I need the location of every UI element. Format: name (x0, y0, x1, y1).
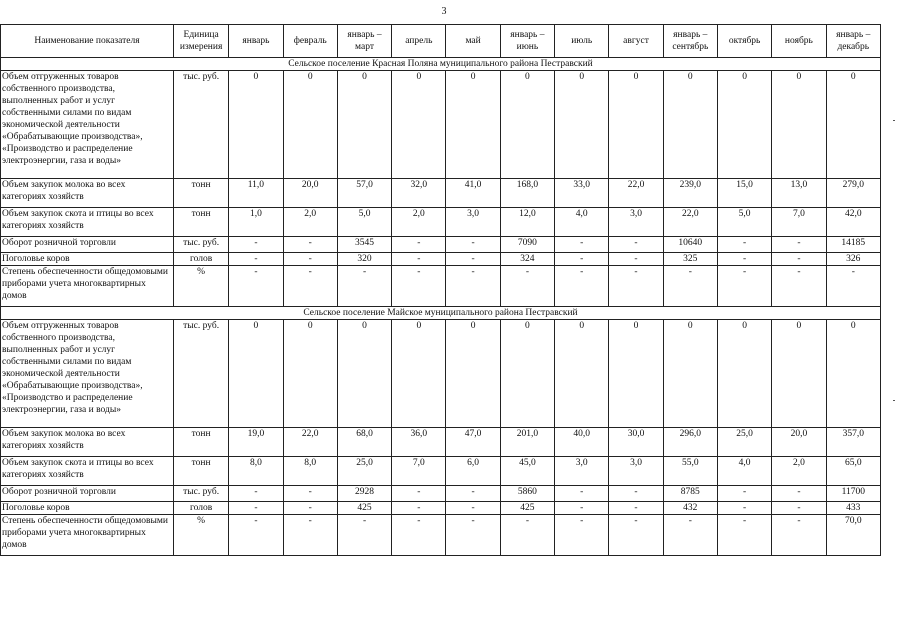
indicator-name: Объем закупок скота и птицы во всех категориях хозяйств (1, 208, 174, 237)
value-cell: - (663, 515, 717, 556)
value-cell: 5,0 (717, 208, 771, 237)
table-row (1, 71, 881, 179)
value-cell: 3,0 (446, 208, 500, 237)
value-cell: 41,0 (446, 179, 500, 208)
value-cell: 22,0 (283, 428, 337, 457)
unit-cell: тонн (173, 179, 228, 208)
indicator-name: Степень обеспеченности общедомовыми приборами учета многоквартирных домов (1, 266, 174, 307)
value-cell: - (337, 515, 391, 556)
value-cell: 3,0 (609, 457, 663, 486)
value-cell: 201,0 (500, 428, 554, 457)
section-title: Сельское поселение Красная Поляна муниципального района Пестравский (1, 58, 881, 71)
value-cell: 326 (826, 253, 880, 266)
value-cell: 357,0 (826, 428, 880, 457)
value-cell: - (229, 486, 283, 502)
value-cell: 0 (826, 71, 880, 179)
value-cell: 0 (446, 320, 500, 428)
unit-cell: голов (173, 253, 228, 266)
header-name: Наименование показателя (1, 25, 174, 58)
table-row (1, 266, 881, 307)
header-period: октябрь (717, 25, 771, 58)
header-period: август (609, 25, 663, 58)
table-row (1, 515, 881, 556)
value-cell: - (229, 502, 283, 515)
value-cell: 320 (337, 253, 391, 266)
value-cell: - (446, 502, 500, 515)
value-cell: 425 (337, 502, 391, 515)
value-cell: - (283, 515, 337, 556)
value-cell: 0 (826, 320, 880, 428)
indicator-name: Поголовье коров (1, 502, 174, 515)
value-cell: 0 (717, 320, 771, 428)
header-period: январь – сентябрь (663, 25, 717, 58)
value-cell: 70,0 (826, 515, 880, 556)
value-cell: 425 (500, 502, 554, 515)
value-cell: 12,0 (500, 208, 554, 237)
value-cell: 279,0 (826, 179, 880, 208)
value-cell: 2,0 (283, 208, 337, 237)
header-period: ноябрь (772, 25, 826, 58)
value-cell: 33,0 (555, 179, 609, 208)
table-row (1, 320, 881, 428)
value-cell: - (555, 253, 609, 266)
value-cell: 6,0 (446, 457, 500, 486)
value-cell: 5860 (500, 486, 554, 502)
value-cell: - (772, 486, 826, 502)
value-cell: - (609, 253, 663, 266)
value-cell: - (772, 253, 826, 266)
scan-mark (893, 400, 895, 401)
value-cell: - (555, 486, 609, 502)
header-period: январь – март (337, 25, 391, 58)
indicator-name: Оборот розничной торговли (1, 486, 174, 502)
value-cell: - (717, 237, 771, 253)
indicators-table (0, 24, 881, 556)
value-cell: 22,0 (663, 208, 717, 237)
header-period: январь – июнь (500, 25, 554, 58)
value-cell: - (609, 486, 663, 502)
value-cell: - (555, 237, 609, 253)
value-cell: 7090 (500, 237, 554, 253)
value-cell: - (826, 266, 880, 307)
value-cell: 0 (337, 71, 391, 179)
value-cell: - (609, 237, 663, 253)
value-cell: - (772, 502, 826, 515)
value-cell: - (555, 515, 609, 556)
value-cell: - (500, 515, 554, 556)
value-cell: - (446, 486, 500, 502)
value-cell: 2,0 (392, 208, 446, 237)
value-cell: 325 (663, 253, 717, 266)
table-row (1, 428, 881, 457)
value-cell: 36,0 (392, 428, 446, 457)
value-cell: 7,0 (772, 208, 826, 237)
value-cell: 0 (392, 71, 446, 179)
value-cell: - (229, 515, 283, 556)
unit-cell: тонн (173, 457, 228, 486)
value-cell: - (717, 502, 771, 515)
value-cell: - (446, 266, 500, 307)
indicator-name: Объем отгруженных товаров собственного производства, выполненных работ и услуг собственными силами по видам экономической деятельности «Обрабатывающие производства», «Производство и распределение электроэнергии, газа и воды» (1, 71, 174, 179)
value-cell: 32,0 (392, 179, 446, 208)
unit-cell: % (173, 515, 228, 556)
value-cell: 20,0 (772, 428, 826, 457)
value-cell: - (283, 502, 337, 515)
value-cell: 4,0 (717, 457, 771, 486)
value-cell: - (446, 237, 500, 253)
value-cell: - (392, 486, 446, 502)
unit-cell: тонн (173, 428, 228, 457)
value-cell: 3,0 (555, 457, 609, 486)
value-cell: - (500, 266, 554, 307)
value-cell: - (283, 266, 337, 307)
table-row (1, 486, 881, 502)
header-period: февраль (283, 25, 337, 58)
unit-cell: голов (173, 502, 228, 515)
section-title-row (1, 307, 881, 320)
value-cell: 0 (283, 71, 337, 179)
value-cell: - (772, 515, 826, 556)
unit-cell: тыс. руб. (173, 320, 228, 428)
value-cell: 0 (772, 320, 826, 428)
value-cell: - (283, 237, 337, 253)
indicator-name: Степень обеспеченности общедомовыми приборами учета многоквартирных домов (1, 515, 174, 556)
value-cell: 47,0 (446, 428, 500, 457)
indicator-name: Объем закупок молока во всех категориях хозяйств (1, 179, 174, 208)
value-cell: 3,0 (609, 208, 663, 237)
value-cell: - (609, 515, 663, 556)
value-cell: 0 (663, 71, 717, 179)
value-cell: 0 (229, 71, 283, 179)
value-cell: 15,0 (717, 179, 771, 208)
value-cell: 2928 (337, 486, 391, 502)
value-cell: 0 (717, 71, 771, 179)
value-cell: - (392, 253, 446, 266)
value-cell: - (229, 266, 283, 307)
value-cell: - (555, 502, 609, 515)
scan-mark (893, 120, 895, 121)
header-unit: Единица измерения (173, 25, 228, 58)
value-cell: 11,0 (229, 179, 283, 208)
indicator-name: Объем закупок скота и птицы во всех категориях хозяйств (1, 457, 174, 486)
value-cell: - (392, 515, 446, 556)
value-cell: 1,0 (229, 208, 283, 237)
value-cell: - (392, 266, 446, 307)
value-cell: - (717, 515, 771, 556)
value-cell: 8785 (663, 486, 717, 502)
value-cell: - (772, 266, 826, 307)
value-cell: 65,0 (826, 457, 880, 486)
unit-cell: % (173, 266, 228, 307)
value-cell: 0 (772, 71, 826, 179)
value-cell: 239,0 (663, 179, 717, 208)
value-cell: 324 (500, 253, 554, 266)
indicator-name: Поголовье коров (1, 253, 174, 266)
table-body (1, 58, 881, 556)
value-cell: - (609, 266, 663, 307)
table-row (1, 253, 881, 266)
header-period: январь (229, 25, 283, 58)
header-period: май (446, 25, 500, 58)
value-cell: 0 (663, 320, 717, 428)
table-row (1, 502, 881, 515)
value-cell: 55,0 (663, 457, 717, 486)
value-cell: 8,0 (283, 457, 337, 486)
value-cell: 14185 (826, 237, 880, 253)
unit-cell: тонн (173, 208, 228, 237)
value-cell: - (283, 486, 337, 502)
section-title: Сельское поселение Майское муниципального района Пестравский (1, 307, 881, 320)
value-cell: 0 (446, 71, 500, 179)
value-cell: - (446, 515, 500, 556)
value-cell: 0 (609, 320, 663, 428)
value-cell: 0 (555, 320, 609, 428)
value-cell: 0 (392, 320, 446, 428)
value-cell: 0 (555, 71, 609, 179)
indicator-name: Объем закупок молока во всех категориях хозяйств (1, 428, 174, 457)
value-cell: 433 (826, 502, 880, 515)
value-cell: - (392, 237, 446, 253)
header-period: апрель (392, 25, 446, 58)
table-row (1, 237, 881, 253)
page-number: 3 (441, 6, 447, 17)
value-cell: 68,0 (337, 428, 391, 457)
section-title-row (1, 58, 881, 71)
value-cell: - (772, 237, 826, 253)
value-cell: 0 (500, 71, 554, 179)
value-cell: 11700 (826, 486, 880, 502)
value-cell: - (283, 253, 337, 266)
value-cell: 4,0 (555, 208, 609, 237)
value-cell: - (717, 486, 771, 502)
value-cell: 7,0 (392, 457, 446, 486)
value-cell: 45,0 (500, 457, 554, 486)
value-cell: 22,0 (609, 179, 663, 208)
value-cell: 40,0 (555, 428, 609, 457)
header-period: январь – декабрь (826, 25, 880, 58)
value-cell: 0 (500, 320, 554, 428)
value-cell: - (337, 266, 391, 307)
value-cell: 5,0 (337, 208, 391, 237)
indicator-name: Объем отгруженных товаров собственного производства, выполненных работ и услуг собственными силами по видам экономической деятельности «Обрабатывающие производства», «Производство и распределение электроэнергии, газа и воды» (1, 320, 174, 428)
unit-cell: тыс. руб. (173, 237, 228, 253)
value-cell: 13,0 (772, 179, 826, 208)
value-cell: 42,0 (826, 208, 880, 237)
value-cell: 19,0 (229, 428, 283, 457)
value-cell: 25,0 (717, 428, 771, 457)
value-cell: 3545 (337, 237, 391, 253)
table-header-row (1, 25, 881, 58)
value-cell: 0 (229, 320, 283, 428)
value-cell: 10640 (663, 237, 717, 253)
value-cell: 432 (663, 502, 717, 515)
value-cell: 20,0 (283, 179, 337, 208)
value-cell: - (609, 502, 663, 515)
value-cell: 0 (337, 320, 391, 428)
value-cell: - (229, 237, 283, 253)
value-cell: 25,0 (337, 457, 391, 486)
unit-cell: тыс. руб. (173, 71, 228, 179)
value-cell: 168,0 (500, 179, 554, 208)
value-cell: - (446, 253, 500, 266)
value-cell: 8,0 (229, 457, 283, 486)
unit-cell: тыс. руб. (173, 486, 228, 502)
indicator-name: Оборот розничной торговли (1, 237, 174, 253)
value-cell: - (717, 253, 771, 266)
value-cell: 30,0 (609, 428, 663, 457)
value-cell: 296,0 (663, 428, 717, 457)
value-cell: 2,0 (772, 457, 826, 486)
value-cell: 0 (283, 320, 337, 428)
value-cell: - (392, 502, 446, 515)
value-cell: - (663, 266, 717, 307)
value-cell: - (555, 266, 609, 307)
table-row (1, 179, 881, 208)
header-period: июль (555, 25, 609, 58)
value-cell: - (229, 253, 283, 266)
value-cell: - (717, 266, 771, 307)
value-cell: 57,0 (337, 179, 391, 208)
table-row (1, 457, 881, 486)
table-row (1, 208, 881, 237)
value-cell: 0 (609, 71, 663, 179)
